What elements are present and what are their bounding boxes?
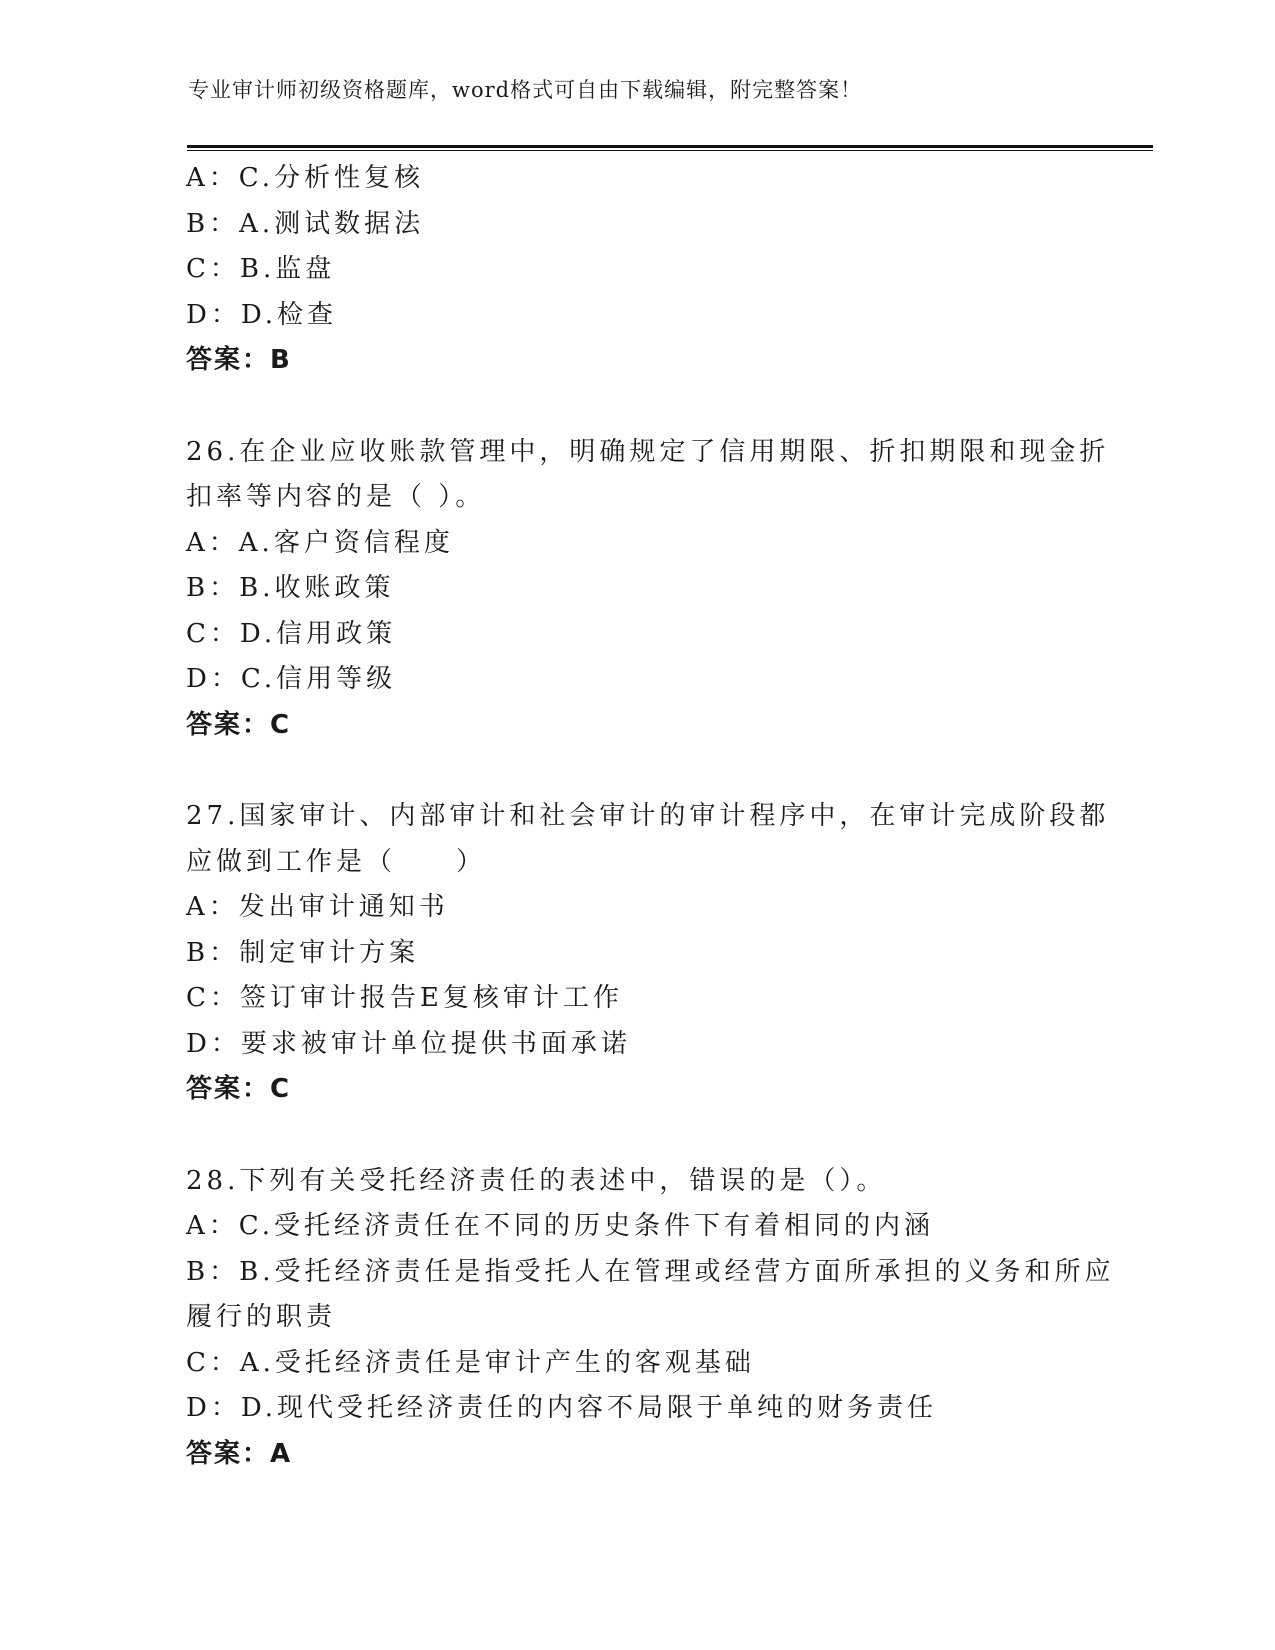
answer-line: 答案：B <box>186 345 292 375</box>
answer-line: 答案：C <box>186 1074 292 1104</box>
option-b: B：制定审计方案 <box>186 937 420 968</box>
answer-line: 答案：C <box>186 709 292 740</box>
question-stem: 26.在企业应收账款管理中，明确规定了信用期限、折扣期限和现金折 <box>186 436 1110 467</box>
question-27 <box>186 794 1110 1113</box>
question-stem: 28.下列有关受托经济责任的表述中，错误的是（）。 <box>186 1165 887 1196</box>
answer-line: 答案：A <box>186 1438 293 1469</box>
spacer <box>186 384 1106 430</box>
option-b: B：B.收账政策 <box>186 573 395 603</box>
option-b-continued: 履行的职责 <box>186 1302 337 1332</box>
option-a: A：发出审计通知书 <box>186 892 449 922</box>
option-d: D：D.现代受托经济责任的内容不局限于单纯的财务责任 <box>186 1393 938 1423</box>
page-header: 专业审计师初级资格题库，word格式可自由下载编辑，附完整答案！ <box>188 78 863 102</box>
option-c: C：D.信用政策 <box>186 618 397 649</box>
option-c: C：签订审计报告E复核审计工作 <box>186 983 623 1013</box>
question-stem: 应做到工作是（ ） <box>186 846 487 877</box>
question-stem: 27.国家审计、内部审计和社会审计的审计程序中，在审计完成阶段都 <box>186 801 1110 831</box>
header-rule-thick <box>187 145 1153 148</box>
option-d: D：C.信用等级 <box>186 664 397 694</box>
option-d: D：要求被审计单位提供书面承诺 <box>186 1028 631 1059</box>
option-d: D：D.检查 <box>186 299 338 330</box>
question-26 <box>186 430 1110 749</box>
option-b: B：B.受托经济责任是指受托人在管理或经营方面所承担的义务和所应 <box>186 1256 1115 1287</box>
question-stem: 扣率等内容的是（ ）。 <box>186 482 486 512</box>
header-rule-thin <box>187 150 1153 151</box>
question-25-continuation <box>186 156 1106 384</box>
option-a: A：A.客户资信程度 <box>186 527 454 558</box>
option-c: C：B.监盘 <box>186 254 336 284</box>
option-a: A：C.受托经济责任在不同的历史条件下有着相同的内涵 <box>186 1211 935 1241</box>
question-content <box>186 156 1115 1477</box>
question-28 <box>186 1159 1115 1478</box>
spacer <box>186 748 1106 794</box>
option-b: B：A.测试数据法 <box>186 208 425 239</box>
option-a: A：C.分析性复核 <box>186 163 425 193</box>
spacer <box>186 1113 1106 1159</box>
option-c: C：A.受托经济责任是审计产生的客观基础 <box>186 1347 755 1378</box>
